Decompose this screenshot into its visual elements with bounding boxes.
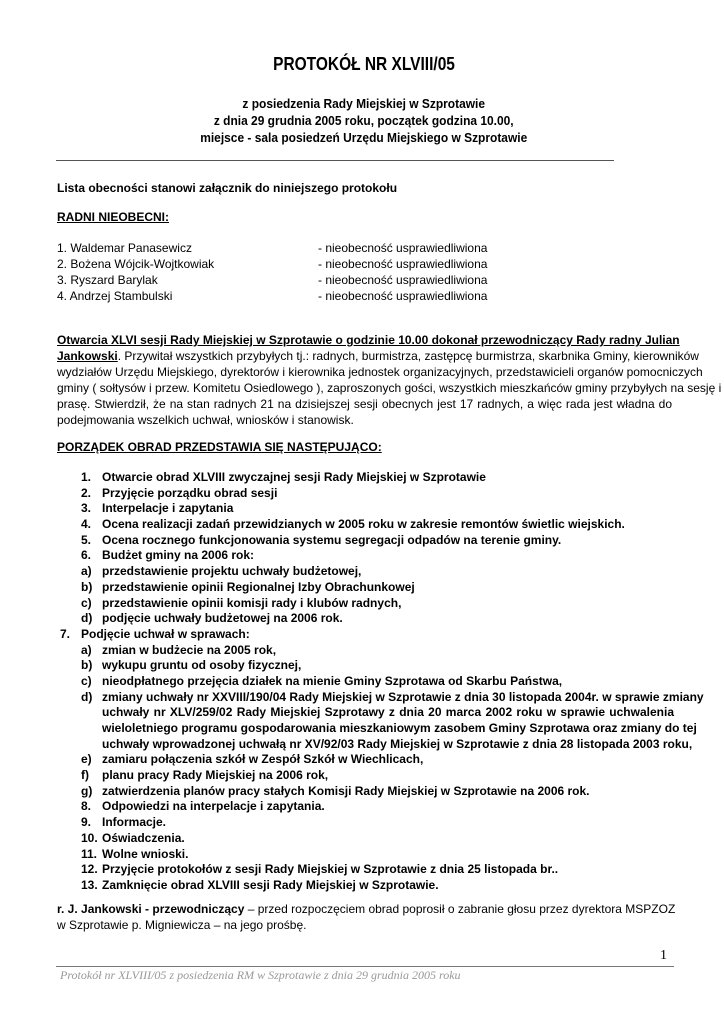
agenda-letter: g) — [81, 783, 93, 798]
agenda-number: 4. — [81, 517, 92, 532]
agenda-letter: d) — [81, 611, 93, 626]
closing-line: w Szprotawie p. Migniewicza – na jego prośbę. — [57, 918, 307, 932]
opening-line: gminy ( sołtysów i przew. Komitetu Osiedlowego ), zaproszonych gości, wszystkich mieszkańców gminy przybyłych na sesję i — [57, 380, 722, 395]
closing-line — [57, 902, 675, 917]
agenda-number: 11. — [81, 846, 98, 861]
agenda-text: Otwarcie obrad XLVIII zwyczajnej sesji Rady Miejskiej w Szprotawie — [102, 470, 486, 484]
agenda-text: przedstawienie opinii Regionalnej Izby Obrachunkowej — [102, 579, 415, 594]
agenda-text: Oświadczenia. — [102, 830, 185, 845]
absent-name: 4. Andrzej Stambulski — [57, 289, 173, 303]
agenda-subitem — [57, 674, 677, 690]
absent-name: 2. Bożena Wójcik-Wojtkowiak — [57, 257, 215, 271]
agenda-number: 13. — [81, 877, 98, 892]
agenda-text: Odpowiedzi na interpelacje i zapytania. — [102, 799, 325, 814]
opening-text: . Przywitał wszystkich przybyłych tj.: radnych, burmistrza, zastępcę burmistrza, skarbnika Gminy, kierowników — [117, 348, 699, 363]
agenda-item — [57, 470, 677, 486]
agenda-number: 9. — [81, 815, 92, 830]
agenda-text: Informacje. — [102, 815, 167, 830]
agenda-subitem — [57, 596, 677, 612]
agenda-text: Ocena realizacji zadań przewidzianych w 2005 roku w zakresie remontów świetlic wiejskich. — [102, 517, 625, 532]
agenda-subitem — [57, 784, 677, 800]
agenda-subitem — [57, 564, 677, 580]
agenda-text: zamiaru połączenia szkół w Zespół Szkół w Wiechlicach, — [102, 752, 424, 767]
subtitle-line: miejsce - sala posiedzeń Urzędu Miejskiego w Szprotawie — [200, 130, 528, 145]
page-title: PROTOKÓŁ NR XLVIII/05 — [273, 54, 455, 74]
agenda-text-line: uchwały wprowadzonej uchwałą nr XV/92/03 Rady Miejskiej w Szprotawie z dnia 28 listopada 2003 roku, — [102, 736, 693, 751]
agenda-number: 2. — [81, 485, 92, 500]
agenda-heading: PORZĄDEK OBRAD PRZEDSTAWIA SIĘ NASTĘPUJĄCO: — [57, 440, 382, 454]
agenda-item — [57, 533, 677, 549]
agenda-letter: c) — [81, 595, 92, 610]
subtitle-line: z dnia 29 grudnia 2005 roku, początek godzina 10.00, — [213, 113, 514, 128]
opening-line: podejmowania wszelkich uchwał, wniosków i stanowisk. — [57, 412, 354, 427]
agenda-number: 3. — [81, 501, 92, 516]
agenda-letter: a) — [81, 642, 92, 657]
agenda-text: zmian w budżecie na 2005 rok, — [102, 642, 277, 657]
agenda-item — [57, 862, 677, 878]
agenda-letter: b) — [81, 658, 93, 673]
agenda-text: Podjęcie uchwał w sprawach: — [81, 626, 250, 641]
agenda-text: zatwierdzenia planów pracy stałych Komisji Rady Miejskiej w Szprotawie na 2006 rok. — [102, 783, 590, 798]
agenda-text: Ocena rocznego funkcjonowania systemu segregacji odpadów na terenie gminy. — [102, 532, 562, 547]
agenda-item — [57, 847, 677, 863]
agenda-text: przedstawienie projektu uchwały budżetowej, — [102, 564, 362, 579]
absent-status: - nieobecność usprawiedliwiona — [318, 241, 488, 255]
attendance-note: Lista obecności stanowi załącznik do niniejszego protokołu — [57, 181, 398, 195]
agenda-letter: d) — [81, 689, 93, 704]
agenda-subitem — [57, 768, 677, 784]
agenda-text: przedstawienie opinii komisji rady i klubów radnych, — [102, 595, 402, 610]
agenda-number: 10. — [81, 830, 98, 845]
agenda-text: Wolne wnioski. — [102, 846, 189, 861]
agenda-text: wykupu gruntu od osoby fizycznej, — [102, 658, 302, 673]
agenda-number: 8. — [81, 799, 92, 814]
agenda-item — [57, 878, 677, 894]
agenda-text-line: uchwały nr XLV/259/02 Rady Miejskiej Szprotawy z dnia 20 marca 2002 roku w sprawie uchwalenia — [102, 705, 674, 720]
agenda-item — [57, 548, 677, 564]
absent-name: 1. Waldemar Panasewicz — [57, 241, 192, 255]
agenda-text: planu pracy Rady Miejskiej na 2006 rok, — [102, 768, 329, 783]
agenda-letter: f) — [81, 768, 89, 783]
agenda-text: Przyjęcie porządku obrad sesji — [102, 485, 278, 500]
agenda-text: Interpelacje i zapytania — [102, 501, 234, 516]
agenda-subitem — [57, 580, 677, 596]
agenda-text: nieodpłatnego przejęcia działek na mienie Gminy Szprotawa od Skarbu Państwa, — [102, 673, 563, 688]
absent-status: - nieobecność usprawiedliwiona — [318, 257, 488, 271]
subtitle-line: z posiedzenia Rady Miejskiej w Szprotawie — [242, 96, 486, 111]
absent-status: - nieobecność usprawiedliwiona — [318, 289, 488, 303]
agenda-text: Budżet gminy na 2006 rok: — [102, 548, 255, 563]
agenda-text-line: zmiany uchwały nr XXVIII/190/04 Rady Miejskiej w Szprotawie z dnia 30 listopada 2004r. w sprawie zmiany — [102, 689, 704, 704]
opening-line — [57, 348, 699, 365]
agenda-letter: e) — [81, 752, 92, 767]
agenda-subitem — [57, 643, 677, 659]
absent-status: - nieobecność usprawiedliwiona — [318, 273, 488, 287]
agenda-letter: c) — [81, 673, 92, 688]
page-number: 1 — [660, 948, 667, 963]
agenda-letter: a) — [81, 564, 92, 579]
absent-heading: RADNI NIEOBECNI: — [57, 210, 170, 224]
agenda-number: 1. — [81, 470, 92, 484]
header-divider — [56, 160, 614, 161]
opening-paragraph — [57, 333, 722, 428]
chairman-name: Jankowski — [57, 348, 118, 363]
agenda-item — [57, 627, 677, 643]
agenda-subitem — [57, 752, 677, 768]
agenda-number: 5. — [81, 532, 92, 547]
opening-line: wydziałów Urzędu Miejskiego, dyrektorów i kierownika jednostek organizacyjnych, przedstawicieli organów pomocniczych — [57, 364, 703, 379]
agenda-text: Zamknięcie obrad XLVIII sesji Rady Miejskiej w Szprotawie. — [102, 877, 439, 892]
agenda-text — [102, 689, 704, 753]
closing-speaker: r. J. Jankowski - przewodniczący — [57, 902, 245, 916]
agenda-subitem — [57, 611, 677, 627]
agenda-list — [57, 470, 704, 909]
absent-name: 3. Ryszard Barylak — [57, 273, 158, 287]
agenda-item — [57, 517, 677, 533]
agenda-item — [57, 501, 677, 517]
opening-line: Otwarcia XLVI sesji Rady Miejskiej w Szprotawie o godzinie 10.00 dokonał przewodniczący Rady radny Julian — [57, 333, 680, 347]
agenda-text: Przyjęcie protokołów z sesji Rady Miejskiej w Szprotawie z dnia 25 listopada br.. — [102, 862, 559, 877]
agenda-number: 7. — [60, 626, 71, 641]
agenda-subitem — [57, 689, 704, 753]
footer-divider — [56, 966, 674, 967]
agenda-item — [57, 815, 677, 831]
closing-text: – przed rozpoczęciem obrad poprosił o zabranie głosu przez dyrektora MSPZOZ — [244, 902, 676, 916]
agenda-letter: b) — [81, 579, 93, 594]
agenda-text-line: wieloletniego programu gospodarowania mieszkaniowym zasobem Gminy Szprotawa oraz zmiany do tej — [102, 721, 697, 736]
agenda-number: 6. — [81, 548, 92, 563]
agenda-item — [57, 486, 677, 502]
agenda-item — [57, 831, 677, 847]
page-footer: Protokół nr XLVIII/05 z posiedzenia RM w Szprotawie z dnia 29 grudnia 2005 roku — [60, 968, 461, 982]
opening-line: prasę. Stwierdził, że na stan radnych 21 na dzisiejszej sesji obecnych jest 17 radnych, a więc rada jest władna do — [57, 396, 672, 411]
agenda-number: 12. — [81, 862, 98, 877]
agenda-subitem — [57, 658, 677, 674]
agenda-item — [57, 799, 677, 815]
agenda-text: podjęcie uchwały budżetowej na 2006 rok. — [102, 611, 343, 626]
